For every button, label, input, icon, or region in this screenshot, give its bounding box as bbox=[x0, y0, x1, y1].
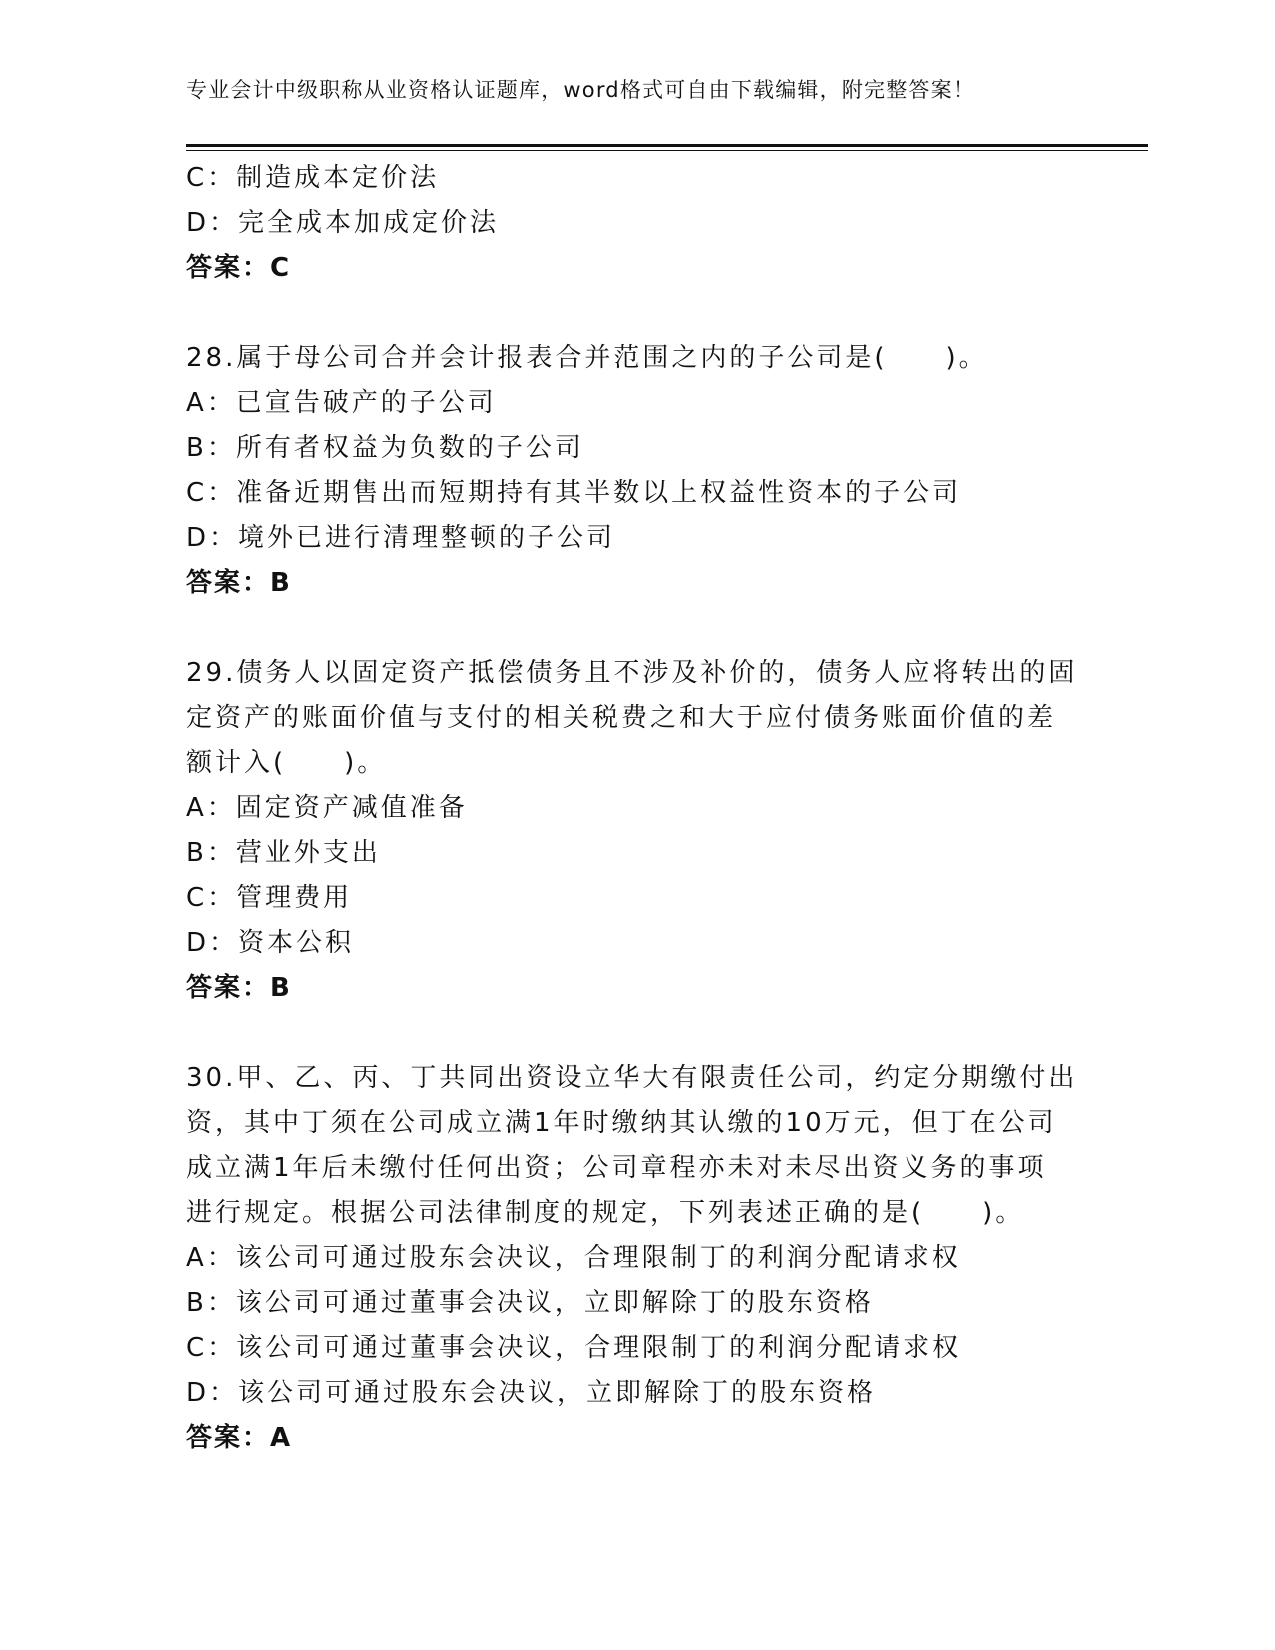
option-b: B：该公司可通过董事会决议，立即解除丁的股东资格 bbox=[186, 1288, 874, 1318]
option-a: A：该公司可通过股东会决议，合理限制丁的利润分配请求权 bbox=[186, 1243, 961, 1273]
answer-line: 答案：B bbox=[186, 568, 292, 598]
option-d: D：该公司可通过股东会决议，立即解除丁的股东资格 bbox=[186, 1378, 877, 1408]
question-stem: 额计入( )。 bbox=[186, 748, 387, 778]
spacer bbox=[186, 606, 1106, 651]
spacer bbox=[186, 1011, 1106, 1056]
question-stem: 进行规定。根据公司法律制度的规定，下列表述正确的是( )。 bbox=[186, 1198, 1025, 1228]
answer-line: 答案：C bbox=[186, 253, 292, 283]
page-header: 专业会计中级职称从业资格认证题库，word格式可自由下载编辑，附完整答案！ bbox=[186, 78, 976, 102]
question-content bbox=[186, 156, 1106, 1461]
prev-question-block bbox=[186, 156, 1106, 291]
option-c: C：该公司可通过董事会决议，合理限制丁的利润分配请求权 bbox=[186, 1333, 962, 1363]
question-stem: 29.债务人以固定资产抵偿债务且不涉及补价的，债务人应将转出的固 bbox=[186, 658, 1078, 688]
option-b: B：营业外支出 bbox=[186, 838, 381, 868]
question-stem: 28.属于母公司合并会计报表合并范围之内的子公司是( )。 bbox=[186, 343, 988, 373]
question-29 bbox=[186, 651, 1106, 1011]
answer-line: 答案：A bbox=[186, 1423, 293, 1453]
option-b: B：所有者权益为负数的子公司 bbox=[186, 433, 584, 463]
option-d: D：资本公积 bbox=[186, 928, 355, 958]
question-stem: 定资产的账面价值与支付的相关税费之和大于应付债务账面价值的差 bbox=[186, 703, 1057, 733]
header-rule-thin bbox=[186, 150, 1148, 151]
question-stem: 资，其中丁须在公司成立满1年时缴纳其认缴的10万元，但丁在公司 bbox=[186, 1108, 1057, 1138]
option-a: A：已宣告破产的子公司 bbox=[186, 388, 497, 418]
option-c: C：制造成本定价法 bbox=[186, 163, 440, 193]
question-stem: 30.甲、乙、丙、丁共同出资设立华大有限责任公司，约定分期缴付出 bbox=[186, 1063, 1078, 1093]
option-c: C：管理费用 bbox=[186, 883, 353, 913]
question-28 bbox=[186, 336, 1106, 606]
answer-line: 答案：B bbox=[186, 973, 292, 1003]
header-rule-thick bbox=[186, 144, 1148, 147]
option-d: D：境外已进行清理整顿的子公司 bbox=[186, 523, 616, 553]
question-stem: 成立满1年后未缴付任何出资；公司章程亦未对未尽出资义务的事项 bbox=[186, 1153, 1047, 1183]
option-a: A：固定资产减值准备 bbox=[186, 793, 468, 823]
question-30 bbox=[186, 1056, 1106, 1461]
spacer bbox=[186, 291, 1106, 336]
option-d: D：完全成本加成定价法 bbox=[186, 208, 500, 238]
option-c: C：准备近期售出而短期持有其半数以上权益性资本的子公司 bbox=[186, 478, 962, 508]
